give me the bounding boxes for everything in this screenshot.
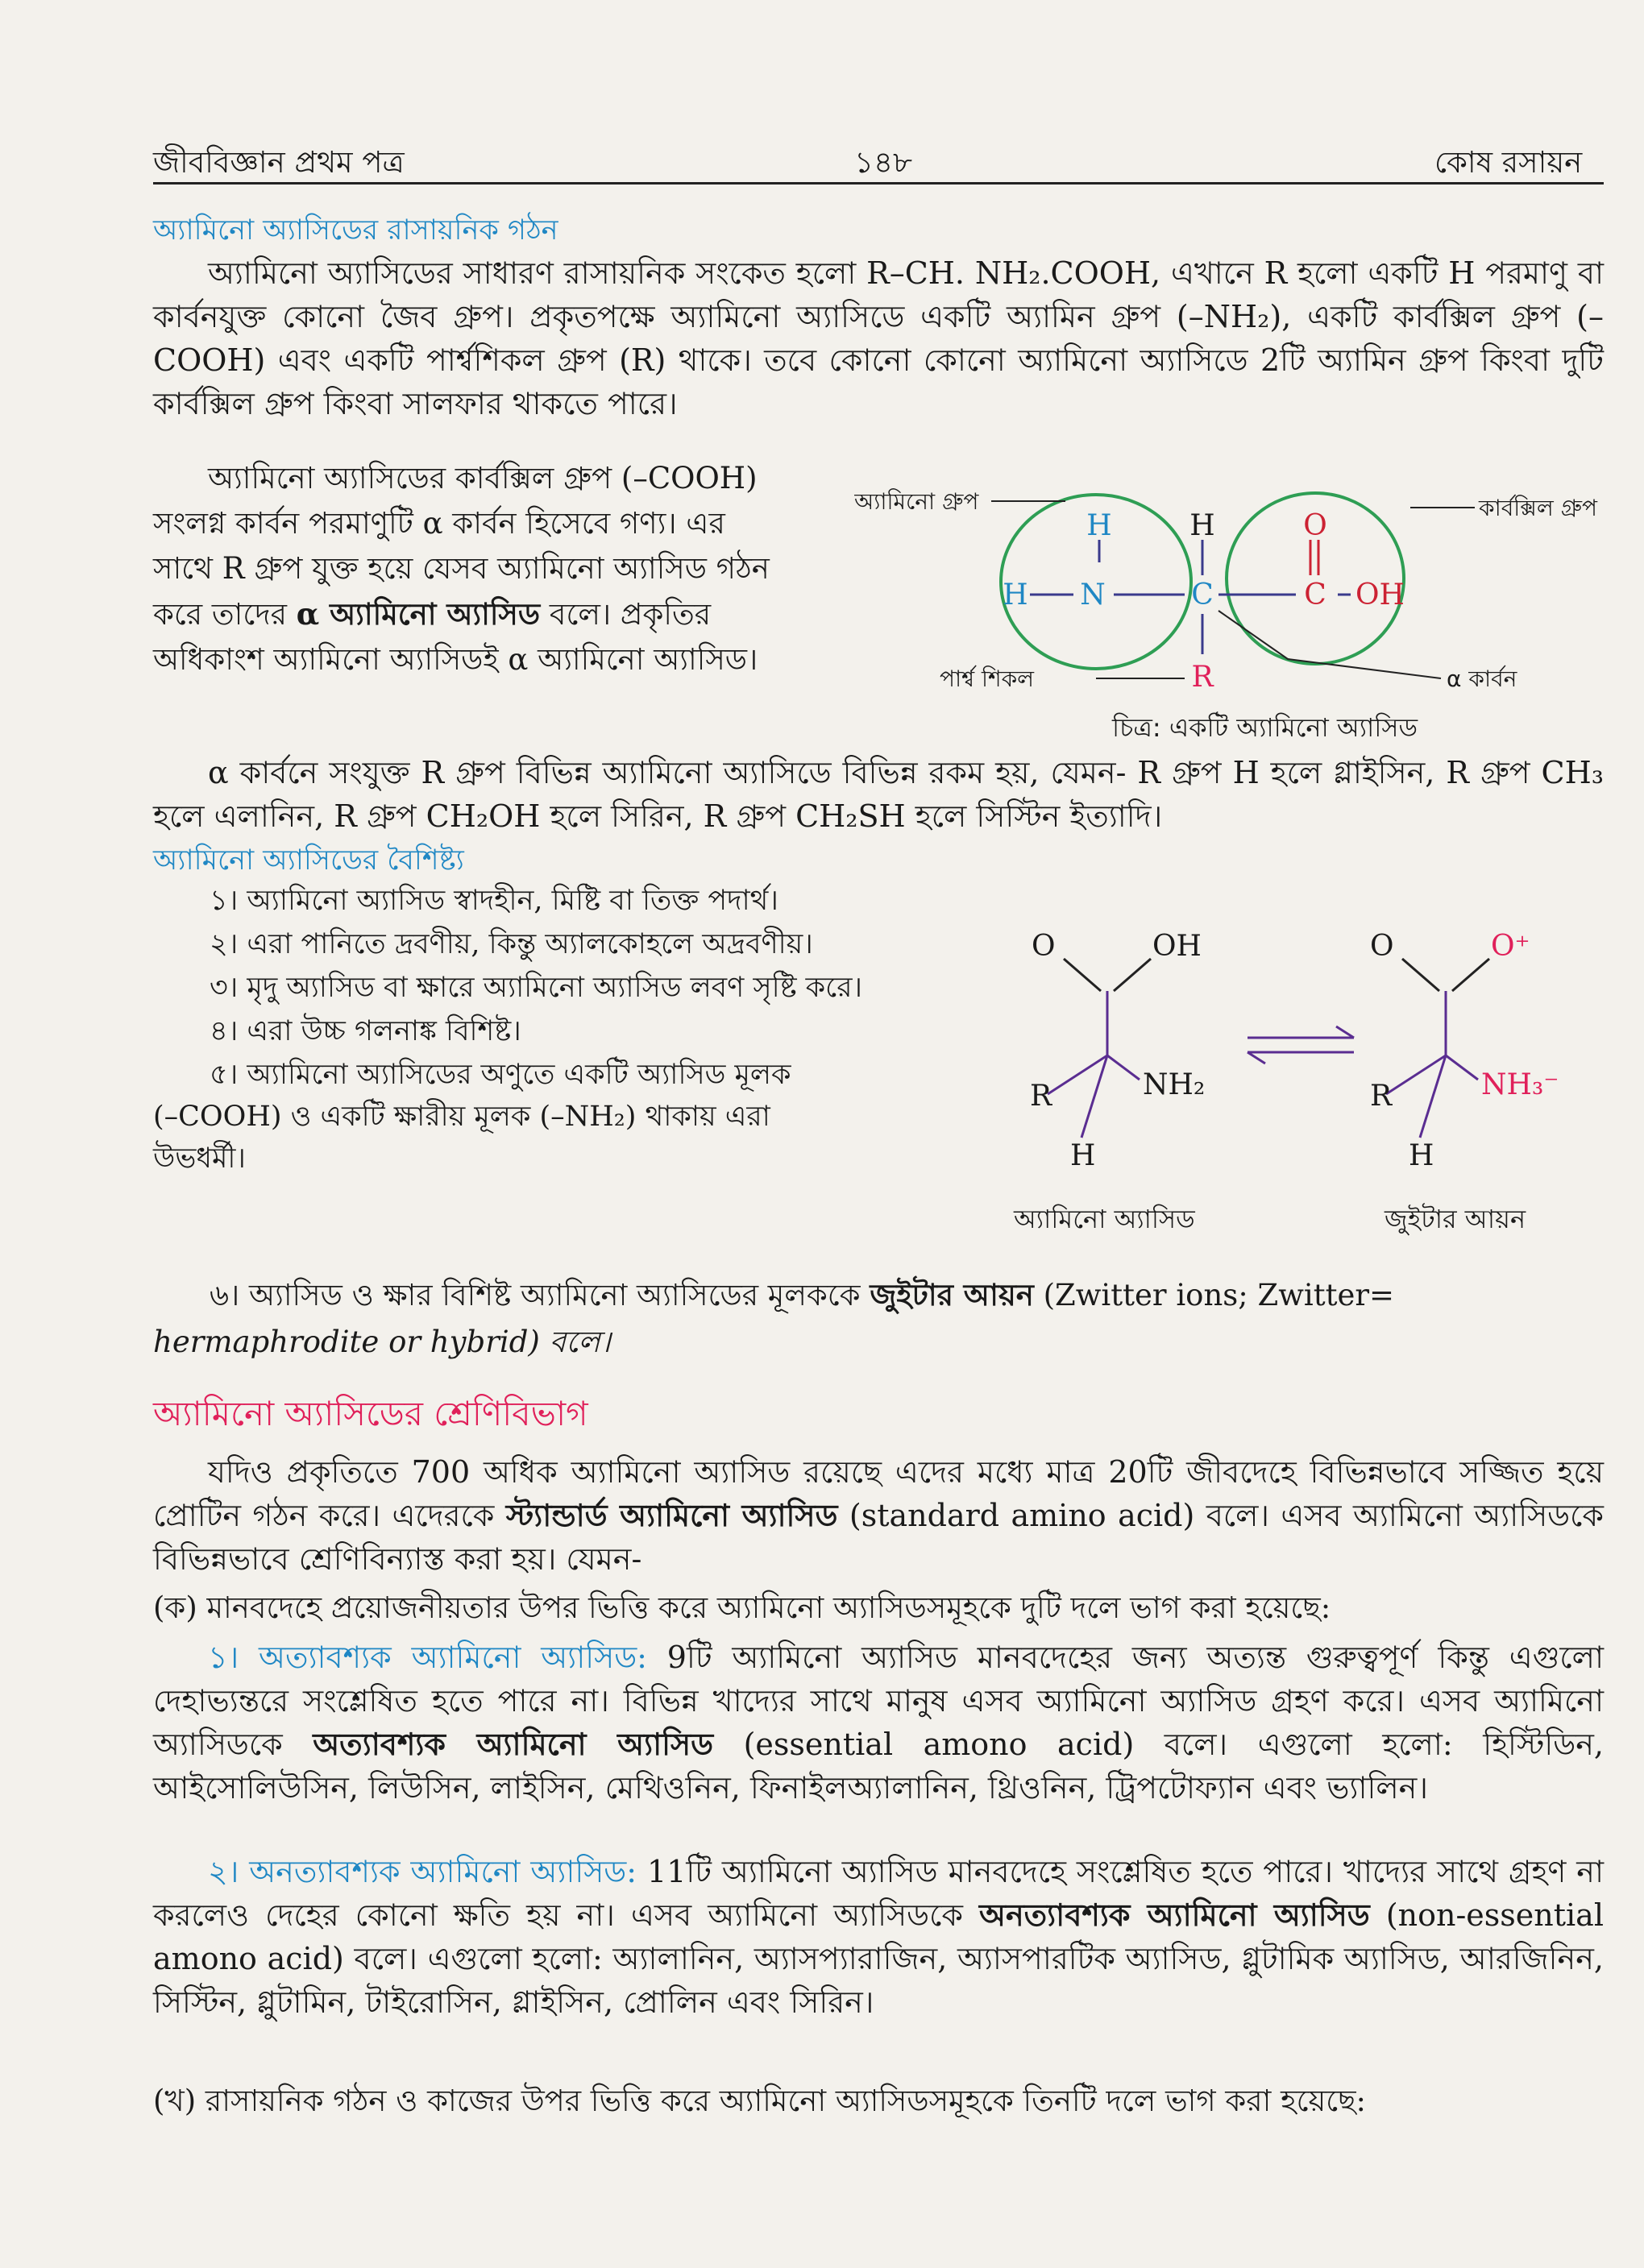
figure-caption: চিত্র: একটি অ্যামিনো অ্যাসিড: [1112, 712, 1418, 743]
left-nh2: NH₂: [1143, 1068, 1206, 1101]
para-line: সাথে R গ্রুপ যুক্ত হয়ে যেসব অ্যামিনো অ্যাসিড গঠন: [153, 551, 770, 586]
property-item-5-cont: [153, 1096, 770, 1180]
subheading-ka: (ক) মানবদেহে প্রয়োজনীয়তার উপর ভিত্তি করে অ্যামিনো অ্যাসিডসমূহকে দুটি দলে ভাগ করা হয়েছে:: [153, 1590, 1331, 1625]
label-amine-group: অ্যামিনো গ্রুপ: [854, 488, 979, 515]
section-title-classification: অ্যামিনো অ্যাসিডের শ্রেণিবিভাগ: [153, 1394, 588, 1433]
running-header-left: জীববিজ্ঞান প্রথম পত্র: [153, 145, 405, 180]
amino-acid-structure-figure: [854, 475, 1628, 749]
term-zwitter-ion: জুইটার আয়ন: [870, 1277, 1034, 1312]
term-essential-title: ১। অত্যাবশ্যক অ্যামিনো অ্যাসিড:: [208, 1640, 647, 1675]
group-oh: OH: [1355, 578, 1405, 612]
property-item-6-cont: hermaphrodite or hybrid) বলে।: [153, 1325, 611, 1359]
running-header-right: কোষ রসায়ন: [1434, 145, 1583, 180]
right-nh3: NH₃⁻: [1481, 1068, 1559, 1101]
page-number: ১৪৮: [854, 145, 913, 180]
para-line: অ্যামিনো অ্যাসিডের কার্বক্সিল গ্রুপ (–COOH): [208, 461, 758, 495]
atom-r: R: [1191, 661, 1214, 694]
right-o-plus: O⁺: [1491, 930, 1530, 963]
paragraph-alpha-carbon: [208, 456, 758, 501]
para-text: ৬। অ্যাসিড ও ক্ষার বিশিষ্ট অ্যামিনো অ্যাসিডের মূলককে: [210, 1278, 870, 1312]
term-standard-amino-acid: স্ট্যান্ডার্ড অ্যামিনো অ্যাসিড: [505, 1497, 838, 1533]
property-item-2: ২। এরা পানিতে দ্রবণীয়, কিন্তু অ্যালকোহলে অদ্রবণীয়।: [210, 928, 813, 960]
left-r: R: [1030, 1080, 1052, 1113]
paragraph-alpha-carbon-cont: [153, 501, 862, 682]
property-item-5: ৫। অ্যামিনো অ্যাসিডের অণুতে একটি অ্যাসিড মূলক: [210, 1059, 791, 1091]
term-nonessential-title: ২। অনত্যাবশ্যক অ্যামিনো অ্যাসিড:: [208, 1854, 637, 1889]
property-item-4: ৪। এরা উচ্চ গলনাঙ্ক বিশিষ্ট।: [210, 1015, 521, 1047]
para-text: 11টি অ্যামিনো অ্যাসিড মানবদেহে সংশ্লেষিত হতে পারে। খাদ্যের সাথে গ্রহণ না করলেও দেহের কোনো ক্ষতি হয় না। এসব অ্যামিনো অ্যাসিডকে: [153, 1854, 1604, 1933]
atom-c-carboxyl: C: [1304, 578, 1326, 612]
right-h: H: [1409, 1139, 1434, 1172]
atom-h-amine-top: H: [1086, 509, 1112, 542]
para-text: (Zwitter ions; Zwitter=: [1033, 1278, 1395, 1312]
paragraph-formula: অ্যামিনো অ্যাসিডের সাধারণ রাসায়নিক সংকেত হলো R–CH. NH₂.COOH, এখানে R হলো একটি H পরমাণু বা কার্বনযুক্ত কোনো জৈব গ্রুপ। প্রকৃতপক্ষে অ্যামিনো অ্যাসিডে একটি অ্যামিন গ্রুপ (–NH₂), একটি কার্বক্সিল গ্রুপ (–COOH) এবং একটি পার্শ্বশিকল গ্রুপ (R) থাকে। তবে কোনো কোনো অ্যামিনো অ্যাসিডে 2টি অ্যামিন গ্রুপ কিংবা দুটি কার্বক্সিল গ্রুপ কিংবা সালফার থাকতে পারে।: [153, 255, 1604, 421]
term-nonessential: অনত্যাবশ্যক অ্যামিনো অ্যাসিড: [979, 1897, 1370, 1933]
term-essential: অত্যাবশ্যক অ্যামিনো অ্যাসিড: [313, 1726, 714, 1762]
header-rule: [153, 182, 1604, 185]
property-item-1: ১। অ্যামিনো অ্যাসিড স্বাদহীন, মিষ্টি বা তিক্ত পদার্থ।: [210, 885, 778, 917]
term-alpha-amino-acid: α অ্যামিনো অ্যাসিড: [296, 596, 541, 632]
left-h: H: [1070, 1139, 1096, 1172]
left-oh: OH: [1152, 930, 1202, 963]
para-text: করে তাদের: [153, 597, 297, 632]
para-text: বলে। প্রকৃতির: [540, 597, 712, 632]
atom-n: N: [1080, 578, 1106, 612]
paragraph-essential: [153, 1636, 1604, 1810]
label-alpha-carbon: α কার্বন: [1447, 665, 1517, 692]
atom-h-amine-left: H: [1003, 578, 1028, 612]
label-carboxyl-group: কার্বক্সিল গ্রুপ: [1479, 495, 1598, 521]
para-line: উভধর্মী।: [153, 1142, 246, 1175]
para-line: (–COOH) ও একটি ক্ষারীয় মূলক (–NH₂) থাকায় এরা: [153, 1101, 770, 1133]
para-line: সংলগ্ন কার্বন পরমাণুটি α কার্বন হিসেবে গণ্য। এর: [153, 506, 725, 541]
caption-amino-acid: অ্যামিনো অ্যাসিড: [1014, 1204, 1195, 1234]
para-text: 9টি অ্যামিনো অ্যাসিড মানবদেহের জন্য অত্যন্ত গুরুত্বপূর্ণ কিন্তু এগুলো দেহাভ্যন্তরে সংশ্লেষিত হতে পারে না। বিভিন্ন খাদ্যের সাথে মানুষ এসব অ্যামিনো অ্যাসিড গ্রহণ করে। এসব অ্যামিনো অ্যাসিডকে: [153, 1640, 1604, 1762]
subheading-kha: (খ) রাসায়নিক গঠন ও কাজের উপর ভিত্তি করে অ্যামিনো অ্যাসিডসমূহকে তিনটি দলে ভাগ করা হয়েছে:: [153, 2083, 1366, 2118]
property-item-6: [210, 1271, 1612, 1322]
atom-h-alpha: H: [1189, 509, 1215, 542]
section-title-properties: অ্যামিনো অ্যাসিডের বৈশিষ্ট্য: [153, 844, 464, 877]
zwitter-ion-figure: [999, 927, 1628, 1249]
right-r: R: [1370, 1080, 1393, 1113]
para-text: (standard amino acid) বলে। এসব অ্যামিনো অ্যাসিডকে বিভিন্নভাবে শ্রেণিবিন্যাস্ত করা হয়। যেমন-: [153, 1498, 1604, 1577]
paragraph-classification: [153, 1450, 1604, 1581]
caption-zwitter-ion: জুইটার আয়ন: [1385, 1204, 1526, 1234]
atom-o: O: [1303, 509, 1327, 542]
para-line: অধিকাংশ অ্যামিনো অ্যাসিডই α অ্যামিনো অ্যাসিড।: [153, 642, 758, 677]
right-o: O: [1370, 930, 1394, 963]
paragraph-r-groups: α কার্বনে সংযুক্ত R গ্রুপ বিভিন্ন অ্যামিনো অ্যাসিডে বিভিন্ন রকম হয়, যেমন- R গ্রুপ H হলে গ্লাইসিন, R গ্রুপ CH₃ হলে এলানিন, R গ্রুপ CH₂OH হলে সিরিন, R গ্রুপ CH₂SH হলে সিস্টিন ইত্যাদি।: [153, 755, 1604, 834]
paragraph-nonessential: [153, 1850, 1604, 2024]
para-text: (non-essential amono acid) বলে। এগুলো হলো: অ্যালানিন, অ্যাসপ্যারাজিন, অ্যাসপারটিক অ্যাসিড, গ্লুটামিক অ্যাসিড, আরজিনিন, সিস্টিন, গ্লুটামিন, টাইরোসিন, গ্লাইসিন, প্রোলিন এবং সিরিন।: [153, 1897, 1604, 2020]
para-line: [153, 591, 862, 637]
section-title-structure: অ্যামিনো অ্যাসিডের রাসায়নিক গঠন: [153, 214, 558, 247]
left-o: O: [1032, 930, 1056, 963]
para-text: (essential amono acid) বলে। এগুলো হলো: হিস্টিডিন, আইসোলিউসিন, লিউসিন, লাইসিন, মেথিওনিন, ফিনাইলঅ্যালানিন, থ্রিওনিন, ট্রিপটোফ্যান এবং ভ্যালিন।: [153, 1727, 1605, 1806]
property-item-3: ৩। মৃদু অ্যাসিড বা ক্ষারে অ্যামিনো অ্যাসিড লবণ সৃষ্টি করে।: [210, 972, 863, 1004]
atom-c-alpha: C: [1191, 578, 1214, 612]
para-text: যদিও প্রকৃতিতে 700 অধিক অ্যামিনো অ্যাসিড রয়েছে এদের মধ্যে মাত্র 20টি জীবদেহে বিভিন্নভাবে সজ্জিত হয়ে প্রোটিন গঠন করে। এদেরকে: [153, 1454, 1604, 1533]
label-side-chain: পার্শ্ব শিকল: [940, 665, 1035, 692]
